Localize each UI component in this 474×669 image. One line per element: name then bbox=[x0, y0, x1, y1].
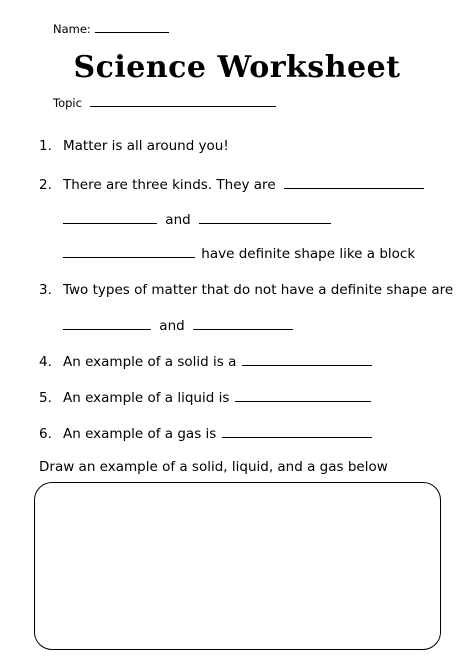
answer-blank[interactable] bbox=[242, 352, 372, 366]
question-text: There are three kinds. They are bbox=[63, 177, 276, 193]
question-text: An example of a liquid is bbox=[63, 390, 230, 406]
question-2-line-3 bbox=[63, 244, 415, 263]
answer-blank[interactable] bbox=[199, 210, 331, 224]
question-number: 4. bbox=[39, 354, 52, 370]
question-number: 1. bbox=[39, 138, 52, 154]
question-number: 2. bbox=[39, 177, 52, 193]
answer-blank[interactable] bbox=[63, 316, 151, 330]
question-2 bbox=[39, 175, 424, 194]
answer-blank[interactable] bbox=[284, 175, 424, 189]
question-6 bbox=[39, 424, 372, 443]
question-number: 3. bbox=[39, 282, 52, 298]
page-title: Science Worksheet bbox=[73, 50, 401, 85]
answer-blank[interactable] bbox=[63, 210, 157, 224]
name-field[interactable] bbox=[53, 22, 169, 36]
question-4 bbox=[39, 352, 372, 371]
question-text: Two types of matter that do not have a definite shape are bbox=[63, 282, 454, 298]
question-2-line-2 bbox=[63, 210, 331, 229]
topic-label: Topic bbox=[53, 96, 82, 110]
answer-blank[interactable] bbox=[63, 244, 195, 258]
name-label: Name: bbox=[53, 22, 91, 36]
question-1 bbox=[39, 137, 229, 155]
question-text: An example of a gas is bbox=[63, 426, 217, 442]
question-text-tail: have definite shape like a block bbox=[201, 246, 416, 262]
topic-field[interactable] bbox=[53, 96, 276, 110]
and-text: and bbox=[159, 318, 185, 334]
drawing-prompt: Draw an example of a solid, liquid, and a gas below bbox=[39, 459, 388, 475]
topic-blank[interactable] bbox=[90, 96, 276, 107]
and-text: and bbox=[165, 212, 191, 228]
question-text: Matter is all around you! bbox=[63, 138, 229, 154]
answer-blank[interactable] bbox=[235, 388, 371, 402]
question-3 bbox=[39, 281, 453, 299]
drawing-area[interactable] bbox=[34, 482, 441, 650]
answer-blank[interactable] bbox=[193, 316, 293, 330]
question-5 bbox=[39, 388, 371, 407]
name-blank[interactable] bbox=[95, 22, 169, 33]
question-text: An example of a solid is a bbox=[63, 354, 237, 370]
question-number: 5. bbox=[39, 390, 52, 406]
answer-blank[interactable] bbox=[222, 424, 372, 438]
question-number: 6. bbox=[39, 426, 52, 442]
question-3-line-2 bbox=[63, 316, 293, 335]
